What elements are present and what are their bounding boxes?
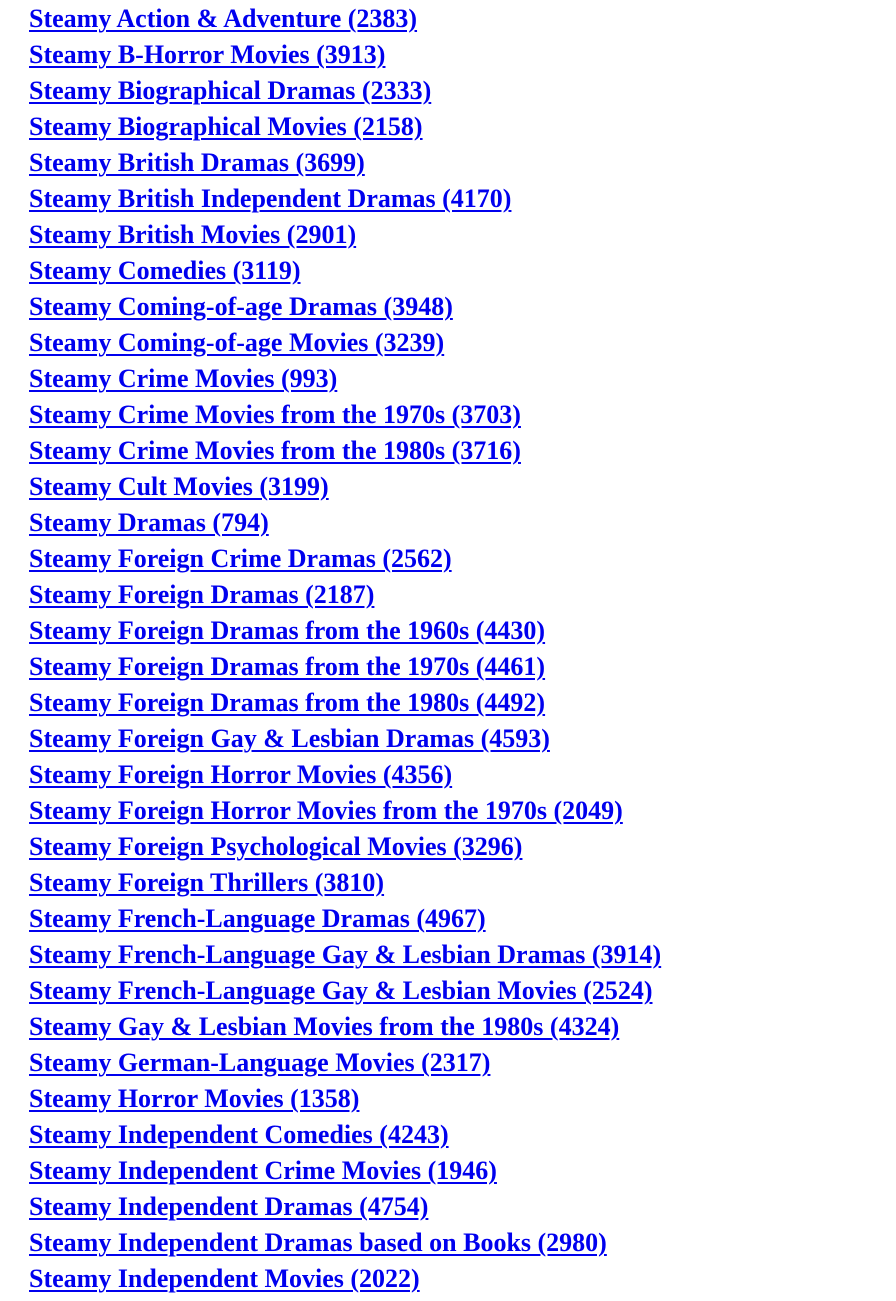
genre-link[interactable]: Steamy Foreign Gay & Lesbian Dramas (4593)	[29, 724, 550, 753]
list-item	[29, 433, 661, 469]
list-item	[29, 325, 661, 361]
list-item	[29, 901, 661, 937]
genre-link[interactable]: Steamy Foreign Dramas from the 1970s (4461)	[29, 652, 546, 681]
list-item	[29, 289, 661, 325]
list-item	[29, 793, 661, 829]
list-item	[29, 397, 661, 433]
genre-link[interactable]: Steamy German-Language Movies (2317)	[29, 1048, 491, 1077]
genre-link[interactable]: Steamy Foreign Dramas (2187)	[29, 580, 375, 609]
genre-link[interactable]: Steamy British Movies (2901)	[29, 220, 357, 249]
list-item	[29, 1225, 661, 1261]
list-item	[29, 505, 661, 541]
list-item	[29, 973, 661, 1009]
genre-link[interactable]: Steamy Independent Movies (2022)	[29, 1264, 420, 1293]
genre-link-list	[29, 1, 661, 1297]
genre-link[interactable]: Steamy Cult Movies (3199)	[29, 472, 329, 501]
genre-link[interactable]: Steamy Foreign Dramas from the 1980s (4492)	[29, 688, 546, 717]
genre-link[interactable]: Steamy Dramas (794)	[29, 508, 269, 537]
genre-link[interactable]: Steamy Independent Dramas (4754)	[29, 1192, 429, 1221]
genre-link[interactable]: Steamy Crime Movies from the 1970s (3703)	[29, 400, 521, 429]
list-item	[29, 757, 661, 793]
list-item	[29, 37, 661, 73]
genre-link[interactable]: Steamy French-Language Gay & Lesbian Dramas (3914)	[29, 940, 662, 969]
genre-link[interactable]: Steamy Biographical Dramas (2333)	[29, 76, 432, 105]
genre-link[interactable]: Steamy Biographical Movies (2158)	[29, 112, 423, 141]
genre-link[interactable]: Steamy Foreign Horror Movies (4356)	[29, 760, 453, 789]
genre-link[interactable]: Steamy British Dramas (3699)	[29, 148, 365, 177]
list-item	[29, 649, 661, 685]
list-item	[29, 361, 661, 397]
genre-link[interactable]: Steamy Crime Movies from the 1980s (3716)	[29, 436, 521, 465]
genre-link[interactable]: Steamy French-Language Gay & Lesbian Movies (2524)	[29, 976, 653, 1005]
genre-link[interactable]: Steamy Independent Crime Movies (1946)	[29, 1156, 497, 1185]
genre-link[interactable]: Steamy Action & Adventure (2383)	[29, 4, 418, 33]
list-item	[29, 613, 661, 649]
genre-link[interactable]: Steamy Independent Comedies (4243)	[29, 1120, 449, 1149]
list-item	[29, 1009, 661, 1045]
genre-link[interactable]: Steamy French-Language Dramas (4967)	[29, 904, 486, 933]
list-item	[29, 469, 661, 505]
list-item	[29, 217, 661, 253]
genre-link[interactable]: Steamy Foreign Thrillers (3810)	[29, 868, 385, 897]
genre-link[interactable]: Steamy Foreign Dramas from the 1960s (4430)	[29, 616, 546, 645]
list-item	[29, 1045, 661, 1081]
genre-link[interactable]: Steamy Foreign Psychological Movies (3296)	[29, 832, 523, 861]
list-item	[29, 1, 661, 37]
genre-link[interactable]: Steamy Coming-of-age Dramas (3948)	[29, 292, 453, 321]
list-item	[29, 1189, 661, 1225]
genre-link[interactable]: Steamy B-Horror Movies (3913)	[29, 40, 386, 69]
genre-link[interactable]: Steamy Horror Movies (1358)	[29, 1084, 360, 1113]
genre-link[interactable]: Steamy Foreign Crime Dramas (2562)	[29, 544, 452, 573]
list-item	[29, 829, 661, 865]
genre-link[interactable]: Steamy Gay & Lesbian Movies from the 1980s (4324)	[29, 1012, 620, 1041]
list-item	[29, 685, 661, 721]
list-item	[29, 1081, 661, 1117]
list-item	[29, 541, 661, 577]
genre-link[interactable]: Steamy Independent Dramas based on Books (2980)	[29, 1228, 607, 1257]
genre-link[interactable]: Steamy Comedies (3119)	[29, 256, 301, 285]
list-item	[29, 109, 661, 145]
genre-link[interactable]: Steamy Crime Movies (993)	[29, 364, 338, 393]
genre-link[interactable]: Steamy British Independent Dramas (4170)	[29, 184, 512, 213]
list-item	[29, 1117, 661, 1153]
list-item	[29, 253, 661, 289]
list-item	[29, 73, 661, 109]
genre-link[interactable]: Steamy Foreign Horror Movies from the 1970s (2049)	[29, 796, 623, 825]
genre-link[interactable]: Steamy Coming-of-age Movies (3239)	[29, 328, 445, 357]
list-item	[29, 145, 661, 181]
list-item	[29, 577, 661, 613]
list-item	[29, 181, 661, 217]
list-item	[29, 1261, 661, 1297]
list-item	[29, 1153, 661, 1189]
list-item	[29, 937, 661, 973]
list-item	[29, 865, 661, 901]
list-item	[29, 721, 661, 757]
